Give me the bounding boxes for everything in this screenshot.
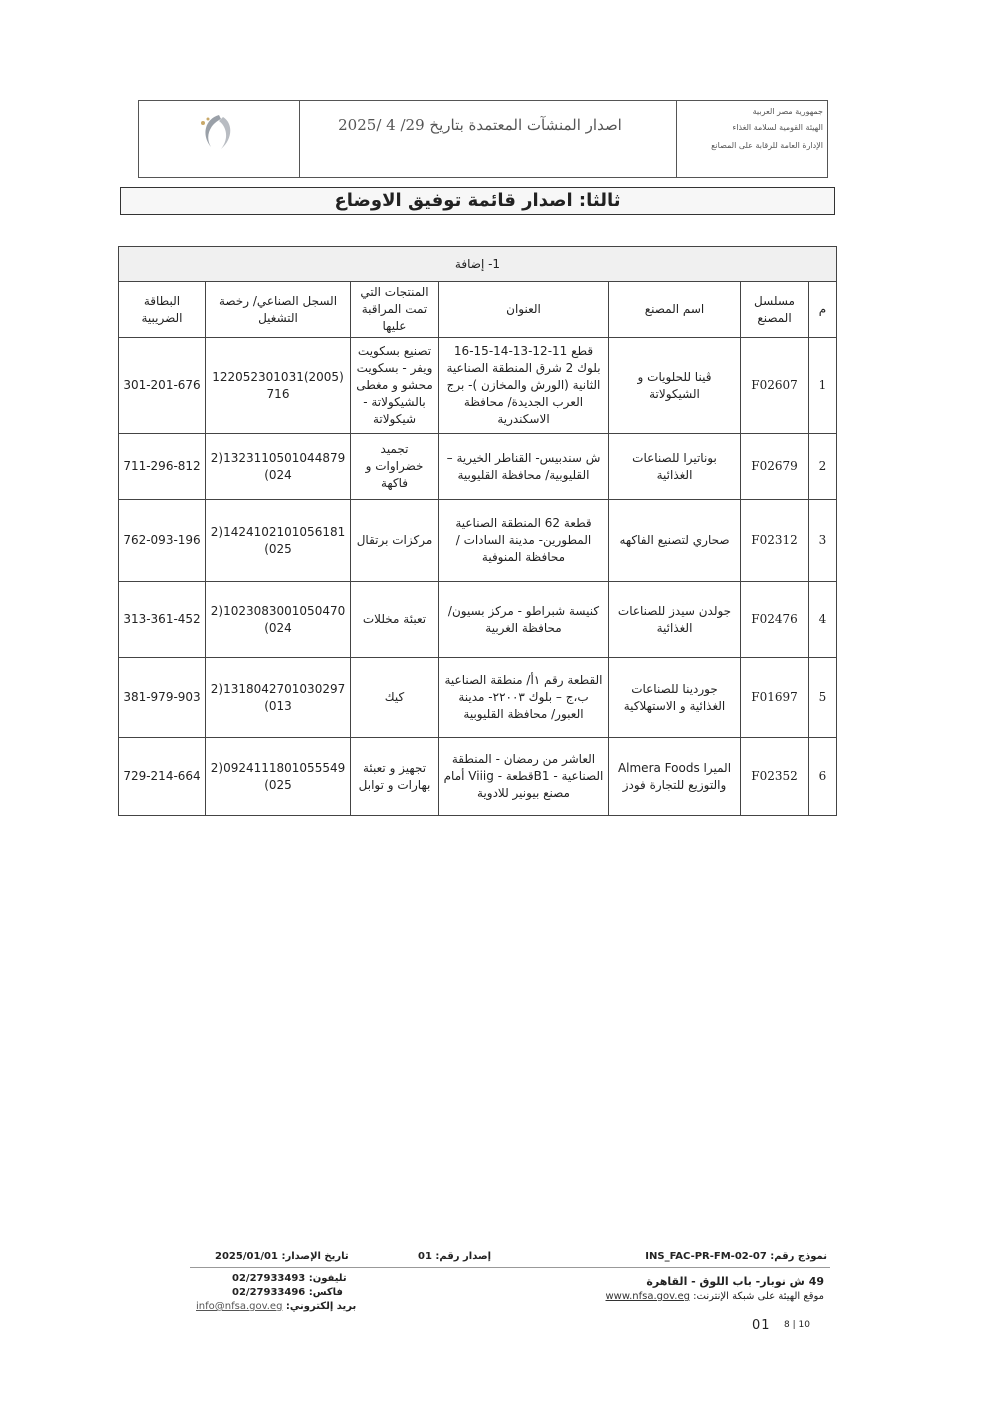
row-name: الميرا Almera Foods والتوزيع للتجارة فودز: [609, 738, 741, 816]
row-registry: 1323110501044879(2024): [206, 434, 351, 500]
issue-number: [418, 1251, 491, 1262]
logo-cell: [139, 101, 300, 177]
org-cell: [676, 101, 827, 177]
row-serial: F02476: [741, 582, 809, 658]
page-indicator: 8 | 10: [784, 1320, 810, 1330]
issue-date-value: 2025/01/01: [215, 1251, 278, 1262]
footer-divider: [190, 1267, 830, 1268]
org-line-1: جمهورية مصر العربية: [752, 107, 823, 116]
issue-date: [215, 1251, 349, 1262]
row-serial: F02312: [741, 500, 809, 582]
table-header-row: [119, 282, 837, 338]
phone-label: تليفون:: [308, 1273, 347, 1284]
footer-website: [606, 1291, 825, 1302]
row-serial: F02679: [741, 434, 809, 500]
table-caption-row: [119, 247, 837, 282]
row-name: صحاري لتصنيع الفاكهه: [609, 500, 741, 582]
row-tax: 762-093-196: [119, 500, 206, 582]
row-registry: 0924111801055549(2025): [206, 738, 351, 816]
row-tax: 301-201-676: [119, 338, 206, 434]
table-row: [119, 500, 837, 582]
row-products: مركزات برتقال: [351, 500, 439, 582]
section-title: ثالثا: اصدار قائمة توفيق الاوضاع: [120, 187, 835, 215]
issue-number-label: إصدار رقم:: [435, 1251, 492, 1262]
email-link[interactable]: info@nfsa.gov.eg: [196, 1301, 283, 1312]
row-name: جوردينا للصناعات الغذائية و الاستهلاكية: [609, 658, 741, 738]
table-row: [119, 338, 837, 434]
row-tax: 711-296-812: [119, 434, 206, 500]
row-tax: 729-214-664: [119, 738, 206, 816]
row-tax: 313-361-452: [119, 582, 206, 658]
table-row: [119, 738, 837, 816]
factories-table: [118, 246, 837, 816]
page-code: 01: [752, 1318, 771, 1333]
header-no: م: [809, 282, 837, 338]
row-serial: F02352: [741, 738, 809, 816]
form-number-value: INS_FAC-PR-FM-02-07: [645, 1251, 767, 1262]
header-name: اسم المصنع: [609, 282, 741, 338]
header-tax: البطاقة الضريبية: [119, 282, 206, 338]
header-registry: السجل الصناعي/ رخصة التشغيل: [206, 282, 351, 338]
row-products: تعبئة مخللات: [351, 582, 439, 658]
row-no: 4: [809, 582, 837, 658]
website-link[interactable]: www.nfsa.gov.eg: [605, 1291, 690, 1302]
row-name: ڤينا للحلويات و الشيكولاتة: [609, 338, 741, 434]
email-label: بريد إلكتروني:: [285, 1301, 357, 1312]
row-no: 3: [809, 500, 837, 582]
row-products: تجميد خضراوات و فاكهة: [351, 434, 439, 500]
row-registry: 1023083001050470(2024): [206, 582, 351, 658]
header-products: المنتجات التي تمت المراقبة عليها: [351, 282, 439, 338]
header-address: العنوان: [439, 282, 609, 338]
website-label: موقع الهيئة على شبكة الإنترنت:: [693, 1291, 824, 1302]
footer-address: 49 ش نوبار- باب اللوق - القاهرة: [646, 1275, 824, 1288]
table-row: [119, 434, 837, 500]
row-address: كنيسة شبراطو - مركز بسيون/ محافظة الغربية: [439, 582, 609, 658]
page-title: اصدار المنشآت المعتمدة بتاريخ 29/ 4 /2025: [338, 116, 622, 134]
org-line-2: الهيئة القومية لسلامة الغذاء: [732, 123, 823, 132]
issue-date-label: تاريخ الإصدار:: [281, 1251, 349, 1262]
row-registry: 1424102101056181(2025): [206, 500, 351, 582]
row-products: تصنيع بسكويت ويفر - بسكويت محشو و مغطى بالشيكولاتة - شيكولاتة: [351, 338, 439, 434]
row-registry: (2005)122052301031716: [206, 338, 351, 434]
row-address: العاشر من رمضان - المنطقة الصناعية - B1قطعة - Viiig أمام مصنع بيونير للادوية: [439, 738, 609, 816]
row-no: 6: [809, 738, 837, 816]
logo-caption: [167, 159, 277, 165]
row-address: ش سندبيس- القناطر الخيرية – القليوبية/ محافظة القليوبية: [439, 434, 609, 500]
row-no: 5: [809, 658, 837, 738]
row-no: 1: [809, 338, 837, 434]
document-header: [138, 100, 828, 178]
table-row: [119, 582, 837, 658]
issue-number-value: 01: [418, 1251, 432, 1262]
fax-value: 02/27933496: [232, 1287, 306, 1298]
footer-phone: [232, 1273, 347, 1284]
footer-fax: [232, 1287, 343, 1298]
row-tax: 381-979-903: [119, 658, 206, 738]
table-caption: 1- إضافة: [119, 247, 837, 282]
row-products: تجهيز و تعبئة بهارات و توابل: [351, 738, 439, 816]
phone-value: 02/27933493: [232, 1273, 306, 1284]
footer-email: [196, 1301, 356, 1312]
org-line-3: الإدارة العامة للرقابة على المصانع: [711, 141, 823, 150]
form-number-label: نموذج رقم:: [770, 1251, 827, 1262]
table-row: [119, 658, 837, 738]
row-serial: F01697: [741, 658, 809, 738]
row-address: القطعة رقم ١أ/ منطقة الصناعية ب،ج – بلوك ٢٢٠٠٣- مدينة العبور/ محافظة القليوبية: [439, 658, 609, 738]
form-number: [645, 1251, 827, 1262]
row-serial: F02607: [741, 338, 809, 434]
row-address: قطعة 62 المنطقة الصناعية المطورين- مدينة السادات / محافظة المنوفية: [439, 500, 609, 582]
row-products: كيك: [351, 658, 439, 738]
row-name: جولدن سيدز للصناعات الغذائية: [609, 582, 741, 658]
header-serial: مسلسل المصنع: [741, 282, 809, 338]
row-registry: 1318042701030297(2013): [206, 658, 351, 738]
row-no: 2: [809, 434, 837, 500]
fax-label: فاكس:: [308, 1287, 343, 1298]
nfsa-logo-icon: [181, 109, 251, 159]
row-address: قطع 11-12-13-14-15-16 بلوك 2 شرق المنطقة الصناعية الثانية (الورش والمخازن )- برج العرب الجديدة/ محافظة الاسكندرية: [439, 338, 609, 434]
row-name: بوناتيرا للصناعات الغذائية: [609, 434, 741, 500]
